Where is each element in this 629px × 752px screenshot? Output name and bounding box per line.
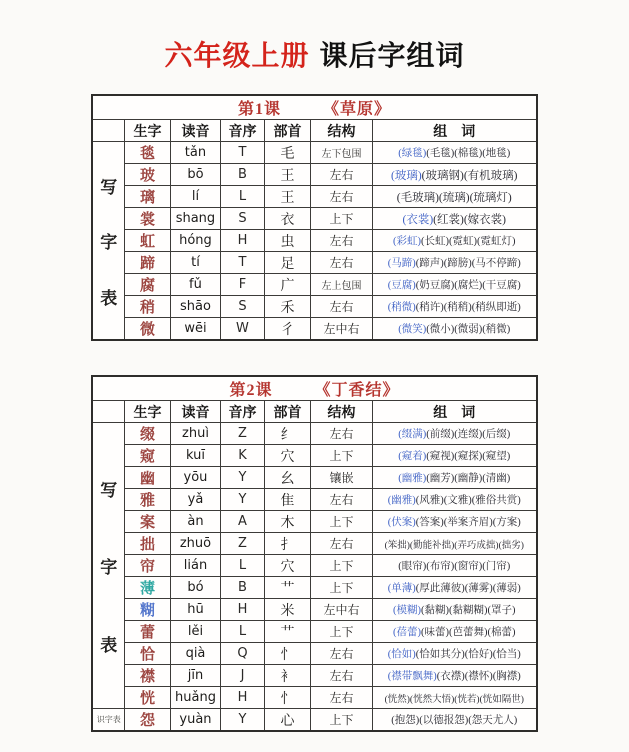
- side-column-header-cell: [92, 401, 124, 423]
- radical: 毛: [264, 142, 310, 164]
- word-group: (毛毯): [426, 148, 455, 159]
- word-group: (恰如): [387, 649, 416, 660]
- word-group: (后缀): [482, 429, 511, 440]
- word-group: (幽雅): [398, 473, 427, 484]
- word-group: (微小): [426, 324, 455, 335]
- side-label-char: 写: [100, 480, 118, 500]
- column-header: 结构: [310, 120, 372, 142]
- radical: 隹: [264, 489, 310, 511]
- column-header: 组 词: [372, 401, 536, 423]
- words: [372, 599, 536, 621]
- column-header: 部首: [264, 401, 310, 423]
- lesson-book-title: 《丁香结》: [314, 382, 400, 399]
- new-char: 帘: [124, 555, 170, 577]
- word-group: (胸襟): [492, 671, 521, 682]
- page-title-subject: 课后字组词: [319, 40, 465, 71]
- radical: 穴: [264, 445, 310, 467]
- alpha-initial: T: [220, 142, 264, 164]
- word-group: (马不停蹄): [471, 258, 521, 269]
- radical: 衤: [264, 665, 310, 687]
- alpha-initial: L: [220, 555, 264, 577]
- structure: 左右: [310, 186, 372, 208]
- words: [372, 318, 536, 341]
- word-group: (薄雾): [464, 583, 493, 594]
- structure: 上下: [310, 208, 372, 230]
- radical: 衣: [264, 208, 310, 230]
- structure: 上下: [310, 555, 372, 577]
- words: [372, 489, 536, 511]
- table-row: [92, 709, 536, 732]
- structure: 左右: [310, 164, 372, 186]
- radical: 纟: [264, 423, 310, 445]
- new-char: 拙: [124, 533, 170, 555]
- alpha-initial: Z: [220, 533, 264, 555]
- table-row: [92, 318, 536, 341]
- column-header: 部首: [264, 120, 310, 142]
- side-label-char: 写: [100, 177, 118, 197]
- word-group: (琉璃灯): [469, 191, 512, 204]
- word-group: (稍微): [387, 302, 416, 313]
- structure: 上下: [310, 577, 372, 599]
- pinyin: hū: [170, 599, 220, 621]
- word-group: (眼帘): [398, 561, 427, 572]
- structure: 左右: [310, 230, 372, 252]
- table-row: [92, 511, 536, 533]
- column-header: 读音: [170, 401, 220, 423]
- structure: 左上包围: [310, 274, 372, 296]
- word-group: (幽雅): [387, 495, 416, 506]
- pinyin: wēi: [170, 318, 220, 341]
- table-row: [92, 555, 536, 577]
- structure: 左右: [310, 533, 372, 555]
- radical: 王: [264, 186, 310, 208]
- word-group: (雅俗共赏): [471, 495, 521, 506]
- word-group: (毛玻璃): [396, 191, 439, 204]
- alpha-initial: L: [220, 621, 264, 643]
- word-group: (以德报怨): [419, 715, 469, 726]
- lesson-header-row: [92, 376, 536, 401]
- word-group: (稍许): [415, 302, 444, 313]
- table-row: [92, 687, 536, 709]
- word-group: (清幽): [482, 473, 511, 484]
- word-group: (窥视): [426, 451, 455, 462]
- words: [372, 555, 536, 577]
- pinyin: yǎ: [170, 489, 220, 511]
- structure: 左右: [310, 423, 372, 445]
- new-char: 幽: [124, 467, 170, 489]
- word-group: (稍纵即逝): [471, 302, 521, 313]
- pinyin: tí: [170, 252, 220, 274]
- new-char: 玻: [124, 164, 170, 186]
- structure: 左右: [310, 643, 372, 665]
- radical: 艹: [264, 621, 310, 643]
- pinyin: jīn: [170, 665, 220, 687]
- word-group: (罩子): [487, 605, 516, 616]
- table-row: [92, 230, 536, 252]
- word-group: (前缀): [426, 429, 455, 440]
- alpha-initial: Y: [220, 489, 264, 511]
- word-group: (蹄膀): [443, 258, 472, 269]
- alpha-initial: B: [220, 577, 264, 599]
- alpha-initial: Z: [220, 423, 264, 445]
- pinyin: bó: [170, 577, 220, 599]
- pinyin: fǔ: [170, 274, 220, 296]
- word-group: (勤能补拙): [409, 540, 455, 551]
- word-group: (薄弱): [492, 583, 521, 594]
- word-group: (窥望): [482, 451, 511, 462]
- side-label-char: 表: [100, 635, 118, 655]
- words: [372, 511, 536, 533]
- word-group: (恍若): [454, 694, 480, 705]
- structure: 左右: [310, 489, 372, 511]
- word-group: (红裳): [433, 213, 464, 226]
- word-group: (玻璃钢): [421, 169, 464, 182]
- new-char: 恍: [124, 687, 170, 709]
- word-group: (衣裳): [402, 213, 434, 226]
- word-group: (地毯): [482, 148, 511, 159]
- word-group: (棉毯): [454, 148, 483, 159]
- word-group: (马蹄): [387, 258, 416, 269]
- new-char: 薄: [124, 577, 170, 599]
- lesson-1-table: [91, 94, 537, 341]
- radical: 扌: [264, 533, 310, 555]
- word-group: (微弱): [454, 324, 483, 335]
- lesson-number: 第2课: [229, 382, 273, 399]
- word-group: (答案): [415, 517, 444, 528]
- words: [372, 687, 536, 709]
- alpha-initial: H: [220, 599, 264, 621]
- word-group: (绿毯): [398, 148, 427, 159]
- pinyin: zhuō: [170, 533, 220, 555]
- word-group: (恍然大悟): [409, 694, 455, 705]
- column-header: 组 词: [372, 120, 536, 142]
- word-group: (窥探): [454, 451, 483, 462]
- words: [372, 665, 536, 687]
- new-char: 虹: [124, 230, 170, 252]
- side-label-small: 识字表: [92, 709, 124, 732]
- radical: 幺: [264, 467, 310, 489]
- word-group: (门帘): [482, 561, 511, 572]
- words: [372, 274, 536, 296]
- pinyin: bō: [170, 164, 220, 186]
- radical: 广: [264, 274, 310, 296]
- new-char: 裳: [124, 208, 170, 230]
- structure: 镶嵌: [310, 467, 372, 489]
- alpha-initial: A: [220, 511, 264, 533]
- words: [372, 709, 536, 732]
- word-group: (彩虹): [392, 236, 421, 247]
- table-row: [92, 577, 536, 599]
- words: [372, 208, 536, 230]
- column-header-row: [92, 401, 536, 423]
- alpha-initial: T: [220, 252, 264, 274]
- side-label: [92, 142, 124, 341]
- word-group: (有机玻璃): [463, 169, 518, 182]
- table-row: [92, 533, 536, 555]
- structure: 上下: [310, 709, 372, 732]
- column-header-row: [92, 120, 536, 142]
- alpha-initial: S: [220, 296, 264, 318]
- new-char: 雅: [124, 489, 170, 511]
- table-row: [92, 467, 536, 489]
- word-group: (文雅): [443, 495, 472, 506]
- new-char: 怨: [124, 709, 170, 732]
- table-row: [92, 445, 536, 467]
- alpha-initial: B: [220, 164, 264, 186]
- words: [372, 467, 536, 489]
- word-group: (恰当): [492, 649, 521, 660]
- structure: 左右: [310, 296, 372, 318]
- word-group: (风雅): [415, 495, 444, 506]
- side-label-char: 字: [100, 558, 118, 577]
- table-row: [92, 208, 536, 230]
- alpha-initial: Y: [220, 467, 264, 489]
- new-char: 糊: [124, 599, 170, 621]
- new-char: 稍: [124, 296, 170, 318]
- alpha-initial: L: [220, 186, 264, 208]
- word-group: (玻璃): [390, 169, 422, 182]
- word-group: (拙劣): [498, 540, 524, 551]
- word-group: (恰如其分): [415, 649, 465, 660]
- table-row: [92, 489, 536, 511]
- pinyin: kuī: [170, 445, 220, 467]
- side-label-char: 表: [100, 288, 118, 308]
- new-char: 毯: [124, 142, 170, 164]
- words: [372, 577, 536, 599]
- word-group: (窥着): [398, 451, 427, 462]
- pinyin: shāo: [170, 296, 220, 318]
- alpha-initial: H: [220, 230, 264, 252]
- side-column-header-cell: [92, 120, 124, 142]
- radical: 心: [264, 709, 310, 732]
- word-group: (豆腐): [387, 280, 416, 291]
- new-char: 蹄: [124, 252, 170, 274]
- radical: 木: [264, 511, 310, 533]
- word-group: (抱怨): [391, 715, 420, 726]
- word-group: (模糊): [392, 605, 421, 616]
- word-group: (恍如隔世): [479, 694, 524, 705]
- words: [372, 186, 536, 208]
- word-group: (恰好): [464, 649, 493, 660]
- radical: 禾: [264, 296, 310, 318]
- side-label: [92, 423, 124, 709]
- word-group: (芭蕾舞): [448, 627, 488, 638]
- word-group: (干豆腐): [482, 280, 521, 291]
- structure: 左右: [310, 252, 372, 274]
- word-group: (棉蕾): [487, 627, 516, 638]
- word-group: (蓓蕾): [392, 627, 421, 638]
- new-char: 蕾: [124, 621, 170, 643]
- radical: 足: [264, 252, 310, 274]
- structure: 上下: [310, 621, 372, 643]
- new-char: 腐: [124, 274, 170, 296]
- new-char: 恰: [124, 643, 170, 665]
- radical: 王: [264, 164, 310, 186]
- word-group: (黏糊): [420, 605, 449, 616]
- pinyin: yōu: [170, 467, 220, 489]
- alpha-initial: K: [220, 445, 264, 467]
- table-row: [92, 252, 536, 274]
- table-row: [92, 274, 536, 296]
- words: [372, 621, 536, 643]
- pinyin: àn: [170, 511, 220, 533]
- table-row: [92, 665, 536, 687]
- radical: 虫: [264, 230, 310, 252]
- column-header: 结构: [310, 401, 372, 423]
- word-group: (幽静): [454, 473, 483, 484]
- word-group: (襟怀): [464, 671, 493, 682]
- words: [372, 533, 536, 555]
- new-char: 窥: [124, 445, 170, 467]
- words: [372, 230, 536, 252]
- word-group: (怨天尤人): [468, 715, 518, 726]
- words: [372, 252, 536, 274]
- new-char: 襟: [124, 665, 170, 687]
- word-group: (襟带飘舞): [387, 671, 437, 682]
- alpha-initial: W: [220, 318, 264, 341]
- word-group: (布帘): [426, 561, 455, 572]
- page-title: [0, 34, 629, 74]
- word-group: (笨拙): [384, 540, 410, 551]
- structure: 左下包围: [310, 142, 372, 164]
- table-row: [92, 186, 536, 208]
- new-char: 璃: [124, 186, 170, 208]
- pinyin: qià: [170, 643, 220, 665]
- radical: 艹: [264, 577, 310, 599]
- words: [372, 296, 536, 318]
- radical: 忄: [264, 643, 310, 665]
- pinyin: shang: [170, 208, 220, 230]
- radical: 彳: [264, 318, 310, 341]
- word-group: (单薄): [387, 583, 416, 594]
- alpha-initial: Q: [220, 643, 264, 665]
- pinyin: zhuì: [170, 423, 220, 445]
- table-row: [92, 296, 536, 318]
- pinyin: lián: [170, 555, 220, 577]
- words: [372, 423, 536, 445]
- lesson-header: [92, 95, 536, 120]
- word-group: (厚此薄彼): [415, 583, 465, 594]
- table-row: [92, 423, 536, 445]
- lesson-book-title: 《草原》: [322, 101, 391, 118]
- new-char: 案: [124, 511, 170, 533]
- column-header: 音序: [220, 401, 264, 423]
- table-row: [92, 164, 536, 186]
- side-label-vertical-text: [94, 142, 123, 339]
- word-group: (弄巧成拙): [454, 540, 499, 551]
- alpha-initial: Y: [220, 709, 264, 732]
- radical: 忄: [264, 687, 310, 709]
- word-group: (长虹): [420, 236, 449, 247]
- radical: 穴: [264, 555, 310, 577]
- alpha-initial: S: [220, 208, 264, 230]
- lesson-number: 第1课: [237, 101, 281, 118]
- table-row: [92, 599, 536, 621]
- structure: 左右: [310, 687, 372, 709]
- word-group: (蹄声): [415, 258, 444, 269]
- page-title-grade: 六年级上册: [164, 40, 310, 71]
- word-group: (稍微): [482, 324, 511, 335]
- column-header: 生字: [124, 120, 170, 142]
- structure: 左中右: [310, 318, 372, 341]
- words: [372, 445, 536, 467]
- structure: 左中右: [310, 599, 372, 621]
- word-group: (方案): [492, 517, 521, 528]
- word-group: (窗帘): [454, 561, 483, 572]
- new-char: 缀: [124, 423, 170, 445]
- alpha-initial: F: [220, 274, 264, 296]
- pinyin: tǎn: [170, 142, 220, 164]
- word-group: (腐烂): [454, 280, 483, 291]
- alpha-initial: J: [220, 665, 264, 687]
- lesson-2-table: [91, 375, 537, 732]
- words: [372, 643, 536, 665]
- pinyin: yuàn: [170, 709, 220, 732]
- word-group: (霓虹): [448, 236, 477, 247]
- column-header: 音序: [220, 120, 264, 142]
- word-group: (嫁衣裳): [463, 213, 506, 226]
- word-group: (恍然): [384, 694, 410, 705]
- word-group: (幽芳): [426, 473, 455, 484]
- words: [372, 142, 536, 164]
- word-group: (衣襟): [436, 671, 465, 682]
- word-group: (霓虹灯): [476, 236, 516, 247]
- pinyin: lí: [170, 186, 220, 208]
- pinyin: huǎng: [170, 687, 220, 709]
- column-header: 读音: [170, 120, 220, 142]
- column-header: 生字: [124, 401, 170, 423]
- structure: 左右: [310, 665, 372, 687]
- side-label-vertical-text: [94, 423, 123, 708]
- word-group: (黏糊糊): [448, 605, 488, 616]
- word-group: (连缀): [454, 429, 483, 440]
- word-group: (举案齐眉): [443, 517, 493, 528]
- structure: 上下: [310, 445, 372, 467]
- word-group: (味蕾): [420, 627, 449, 638]
- table-row: [92, 142, 536, 164]
- lesson-header-row: [92, 95, 536, 120]
- word-group: (缀满): [398, 429, 427, 440]
- table-row: [92, 643, 536, 665]
- pinyin: lěi: [170, 621, 220, 643]
- alpha-initial: H: [220, 687, 264, 709]
- word-group: (奶豆腐): [415, 280, 455, 291]
- radical: 米: [264, 599, 310, 621]
- side-label-char: 字: [100, 233, 118, 252]
- table-row: [92, 621, 536, 643]
- pinyin: hóng: [170, 230, 220, 252]
- word-group: (琉璃): [438, 191, 470, 204]
- lesson-header: [92, 376, 536, 401]
- words: [372, 164, 536, 186]
- word-group: (微笑): [398, 324, 427, 335]
- structure: 上下: [310, 511, 372, 533]
- new-char: 微: [124, 318, 170, 341]
- word-group: (稍稍): [443, 302, 472, 313]
- word-group: (伏案): [387, 517, 416, 528]
